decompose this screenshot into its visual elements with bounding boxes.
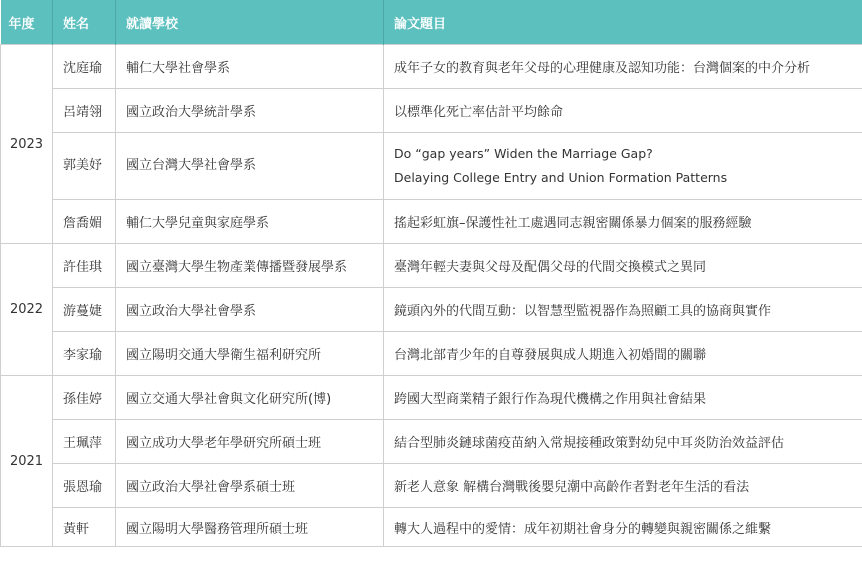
- title-cell: 轉大人過程中的愛情：成年初期社會身分的轉變與親密關係之維繫: [384, 508, 862, 547]
- title-cell: 搖起彩虹旗–保護性社工處遇同志親密關係暴力個案的服務經驗: [384, 200, 862, 244]
- table-row: [1, 420, 862, 464]
- header-title: 論文題目: [384, 0, 862, 45]
- school-cell: 國立成功大學老年學研究所碩士班: [116, 420, 384, 464]
- header-name: 姓名: [53, 0, 116, 45]
- name-cell: 呂靖翎: [53, 89, 116, 133]
- title-cell: [384, 133, 862, 200]
- title-cell: 鏡頭內外的代間互動：以智慧型監視器作為照顧工具的協商與實作: [384, 288, 862, 332]
- school-cell: 國立陽明大學醫務管理所碩士班: [116, 508, 384, 547]
- table-row: [1, 45, 862, 89]
- title-cell: 跨國大型商業精子銀行作為現代機構之作用與社會結果: [384, 376, 862, 420]
- title-line: Do “gap years” Widen the Marriage Gap?: [394, 146, 653, 161]
- name-cell: 詹喬媚: [53, 200, 116, 244]
- title-cell: 臺灣年輕夫妻與父母及配偶父母的代間交換模式之異同: [384, 244, 862, 288]
- title-cell: 台灣北部青少年的自尊發展與成人期進入初婚間的關聯: [384, 332, 862, 376]
- table-row: [1, 89, 862, 133]
- table-row: [1, 464, 862, 508]
- table-row: [1, 200, 862, 244]
- school-cell: 國立政治大學社會學系碩士班: [116, 464, 384, 508]
- header-row: [1, 0, 862, 45]
- school-cell: 國立陽明交通大學衛生福利研究所: [116, 332, 384, 376]
- header-school: 就讀學校: [116, 0, 384, 45]
- title-cell: 結合型肺炎鏈球菌疫苗納入常規接種政策對幼兒中耳炎防治效益評估: [384, 420, 862, 464]
- school-cell: 輔仁大學社會學系: [116, 45, 384, 89]
- year-cell: 2023: [1, 45, 53, 244]
- title-cell: 以標準化死亡率估計平均餘命: [384, 89, 862, 133]
- school-cell: 國立政治大學社會學系: [116, 288, 384, 332]
- school-cell: 國立台灣大學社會學系: [116, 133, 384, 200]
- table-row: [1, 332, 862, 376]
- year-cell: 2022: [1, 244, 53, 376]
- name-cell: 張恩瑜: [53, 464, 116, 508]
- school-cell: 國立政治大學統計學系: [116, 89, 384, 133]
- title-cell: 成年子女的教育與老年父母的心理健康及認知功能：台灣個案的中介分析: [384, 45, 862, 89]
- name-cell: 沈庭瑜: [53, 45, 116, 89]
- school-cell: 輔仁大學兒童與家庭學系: [116, 200, 384, 244]
- table-row: [1, 244, 862, 288]
- name-cell: 孫佳婷: [53, 376, 116, 420]
- school-cell: 國立臺灣大學生物產業傳播暨發展學系: [116, 244, 384, 288]
- name-cell: 王珮萍: [53, 420, 116, 464]
- table-row: [1, 133, 862, 200]
- school-cell: 國立交通大學社會與文化研究所(博): [116, 376, 384, 420]
- table-row: [1, 376, 862, 420]
- name-cell: 游蔓婕: [53, 288, 116, 332]
- title-line: Delaying College Entry and Union Formation Patterns: [394, 170, 728, 185]
- name-cell: 李家瑜: [53, 332, 116, 376]
- name-cell: 郭美妤: [53, 133, 116, 200]
- title-cell: 新老人意象 解構台灣戰後嬰兒潮中高齡作者對老年生活的看法: [384, 464, 862, 508]
- table-row: [1, 508, 862, 547]
- name-cell: 黃軒: [53, 508, 116, 547]
- table-row: [1, 288, 862, 332]
- year-cell: 2021: [1, 376, 53, 547]
- name-cell: 許佳琪: [53, 244, 116, 288]
- header-year: 年度: [1, 0, 53, 45]
